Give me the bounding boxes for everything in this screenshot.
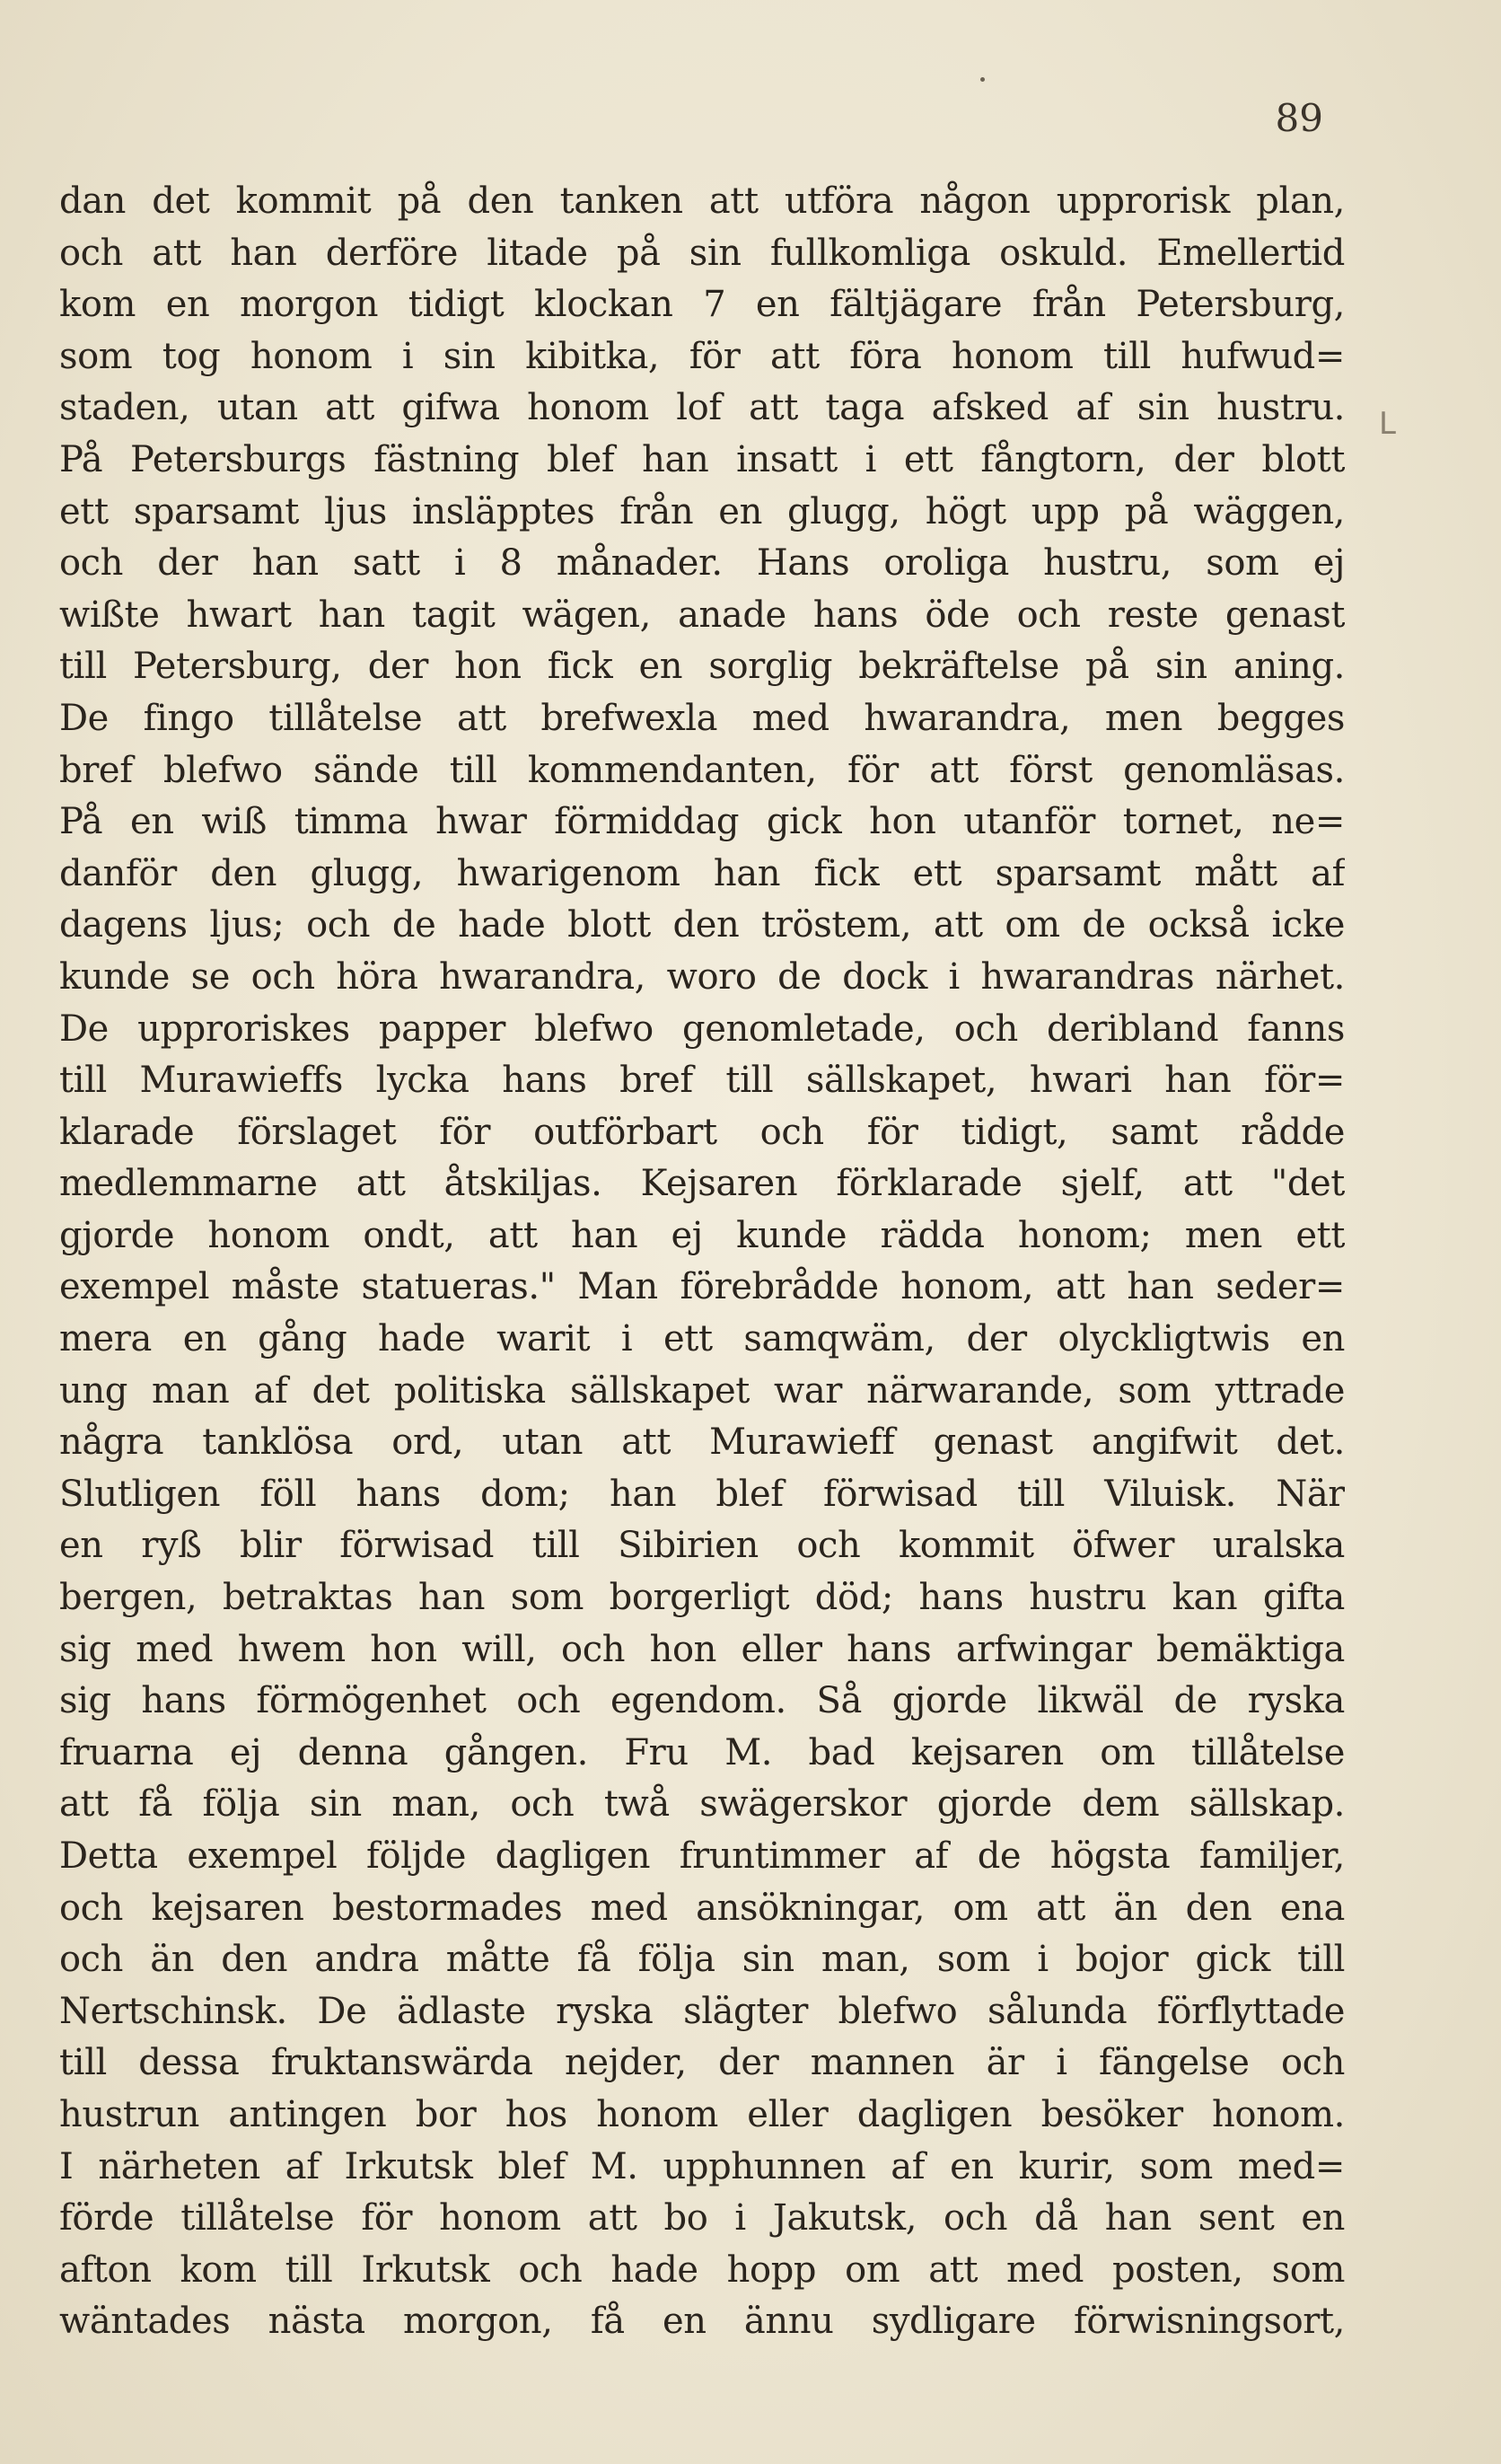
text-line: bref blefwo sände till kommendanten, för att först genomläsas. <box>59 749 1345 791</box>
page-number: 89 <box>1275 96 1323 140</box>
text-line: till Petersburg, der hon fick en sorglig bekräftelse på sin aning. <box>59 646 1345 688</box>
text-line: fruarna ej denna gången. Fru M. bad kejsaren om tillåtelse <box>59 1731 1345 1773</box>
text-line: bergen, betraktas han som borgerligt död; hans hustru kan gifta <box>59 1577 1345 1619</box>
text-line: en ryß blir förwisad till Sibirien och kommit öfwer uralska <box>59 1525 1345 1567</box>
text-line: klarade förslaget för outförbart och för tidigt, samt rådde <box>59 1111 1345 1153</box>
text-line: De upproriskes papper blefwo genomletade, och deribland fanns <box>59 1008 1345 1050</box>
text-line: och der han satt i 8 månader. Hans oroliga hustru, som ej <box>59 542 1345 585</box>
text-line: ett sparsamt ljus insläpptes från en glugg, högt upp på wäggen, <box>59 490 1345 532</box>
text-line: staden, utan att gifwa honom lof att taga afsked af sin hustru. <box>59 387 1345 429</box>
text-line: kom en morgon tidigt klockan 7 en fältjägare från Petersburg, <box>59 284 1345 326</box>
text-line: Detta exempel följde dagligen fruntimmer af de högsta familjer, <box>59 1835 1345 1877</box>
text-line: och kejsaren bestormades med ansökningar, om att än den ena <box>59 1887 1345 1929</box>
text-line: till Murawieffs lycka hans bref till sällskapet, hwari han för= <box>59 1060 1345 1102</box>
text-line: I närheten af Irkutsk blef M. upphunnen af en kurir, som med= <box>59 2145 1345 2187</box>
paper-speck <box>980 77 985 82</box>
text-line: Nertschinsk. De ädlaste ryska slägter blefwo sålunda förflyttade <box>59 1990 1345 2032</box>
text-line: sig hans förmögenhet och egendom. Så gjorde likwäl de ryska <box>59 1680 1345 1722</box>
text-line: mera en gång hade warit i ett samqwäm, der olyckligtwis en <box>59 1318 1345 1360</box>
text-line: wäntades nästa morgon, få en ännu sydligare förwisningsort, <box>59 2301 1345 2343</box>
body-text <box>59 176 1345 2348</box>
text-line: att få följa sin man, och twå swägerskor gjorde dem sällskap. <box>59 1783 1345 1826</box>
text-line: danför den glugg, hwarigenom han fick ett sparsamt mått af <box>59 852 1345 894</box>
text-line: och att han derföre litade på sin fullkomliga oskuld. Emellertid <box>59 232 1345 274</box>
text-line: Slutligen föll hans dom; han blef förwisad till Viluisk. När <box>59 1473 1345 1515</box>
text-line: exempel måste statueras." Man förebrådde honom, att han seder= <box>59 1266 1345 1308</box>
text-line: wißte hwart han tagit wägen, anade hans öde och reste genast <box>59 594 1345 636</box>
text-line: som tog honom i sin kibitka, för att föra honom till hufwud= <box>59 335 1345 377</box>
text-line: hustrun antingen bor hos honom eller dagligen besöker honom. <box>59 2093 1345 2135</box>
text-line: medlemmarne att åtskiljas. Kejsaren förklarade sjelf, att "det <box>59 1163 1345 1205</box>
text-line: dagens ljus; och de hade blott den tröstem, att om de också icke <box>59 904 1345 946</box>
text-line: gjorde honom ondt, att han ej kunde rädda honom; men ett <box>59 1214 1345 1256</box>
text-line: kunde se och höra hwarandra, woro de dock i hwarandras närhet. <box>59 955 1345 998</box>
text-line: dan det kommit på den tanken att utföra någon upprorisk plan, <box>59 180 1345 222</box>
text-line: De fingo tillåtelse att brefwexla med hwarandra, men begges <box>59 697 1345 739</box>
text-line: och än den andra måtte få följa sin man, som i bojor gick till <box>59 1939 1345 1981</box>
text-line: På en wiß timma hwar förmiddag gick hon utanför tornet, ne= <box>59 801 1345 843</box>
text-line: På Petersburgs fästning blef han insatt i ett fångtorn, der blott <box>59 438 1345 480</box>
text-line: ung man af det politiska sällskapet war närwarande, som yttrade <box>59 1369 1345 1412</box>
text-line: förde tillåtelse för honom att bo i Jakutsk, och då han sent en <box>59 2197 1345 2240</box>
text-line: några tanklösa ord, utan att Murawieff genast angifwit det. <box>59 1421 1345 1464</box>
text-line: till dessa fruktanswärda nejder, der mannen är i fängelse och <box>59 2042 1345 2084</box>
margin-mark: L <box>1379 406 1396 442</box>
text-line: afton kom till Irkutsk och hade hopp om att med posten, som <box>59 2248 1345 2291</box>
text-line: sig med hwem hon will, och hon eller hans arfwingar bemäktiga <box>59 1628 1345 1670</box>
